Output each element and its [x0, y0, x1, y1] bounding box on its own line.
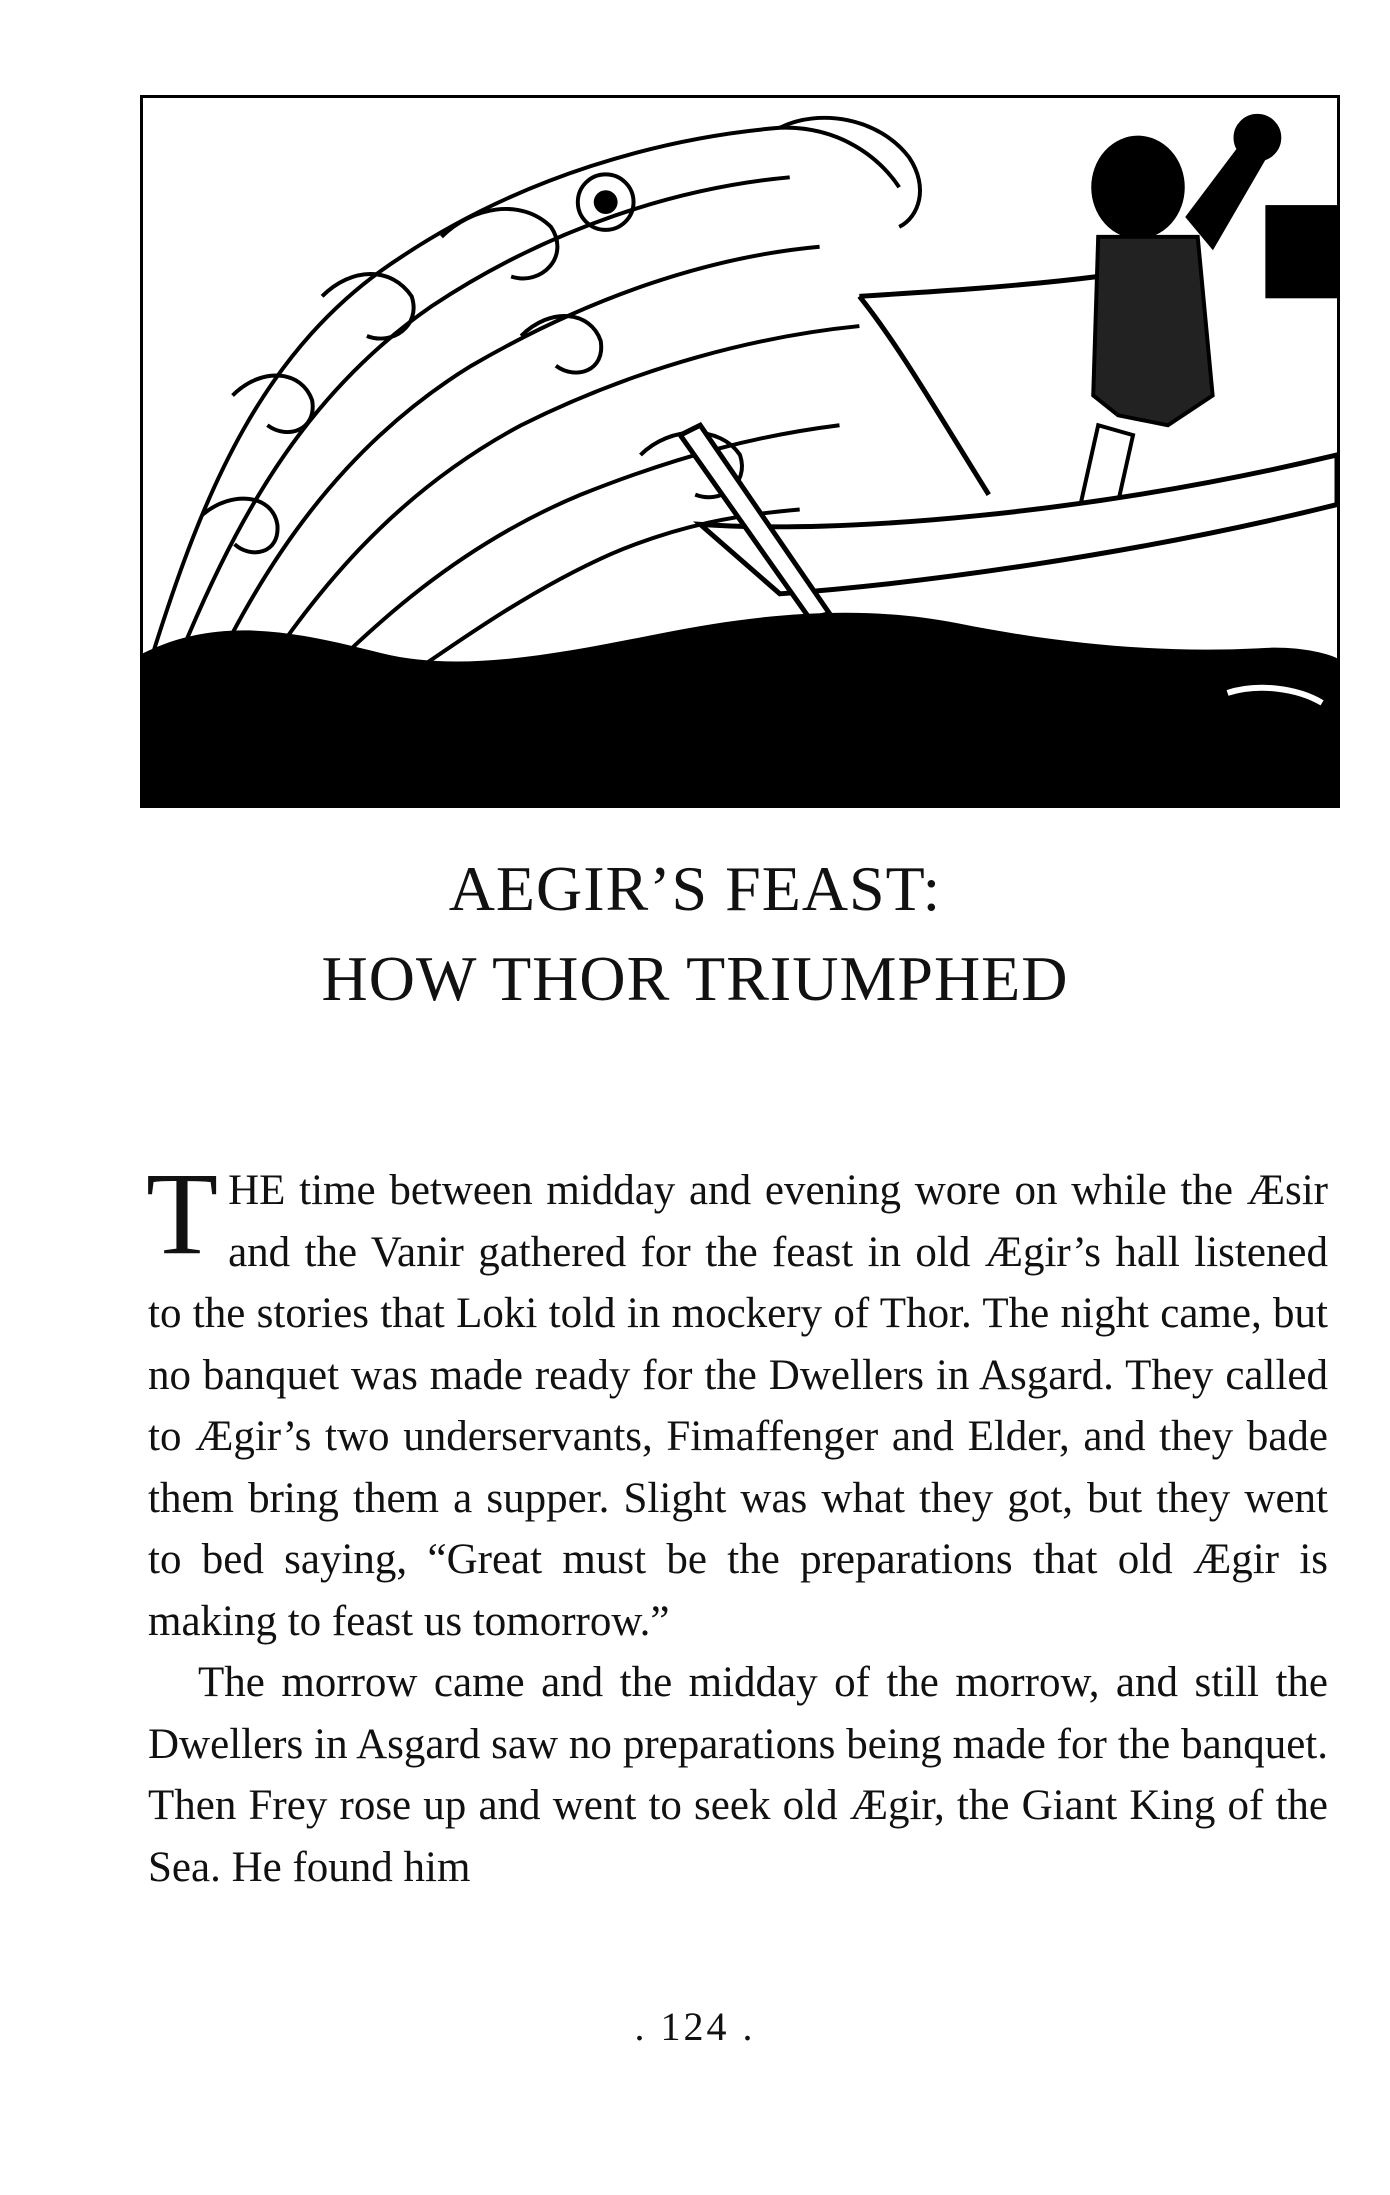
- sea-serpent-illustration: [143, 98, 1337, 805]
- chapter-title-line-2: HOW THOR TRIUMPHED: [321, 943, 1069, 1014]
- body-text: [146, 1148, 1328, 1898]
- paragraph-1-text: HE time between midday and evening wore on while the Æsir and the Vanir gathered for the feast in old Ægir’s hall listened to the stories that Loki told in mockery of Thor. The night came, but no banquet was made ready for the Dwellers in Asgard. They called to Ægir’s two underservants, Fimaffenger and Elder, and they bade them bring them a supper. Slight was what they got, but they went to bed saying, “Great must be the preparations that old Ægir is making to feast us tomorrow.”: [148, 1167, 1328, 1645]
- paragraph-1: [146, 1148, 1328, 1652]
- paragraph-2: The morrow came and the midday of the morrow, and still the Dwellers in Asgard saw no preparations being made for the banquet. Then Frey rose up and went to seek old Ægir, the Giant King of the Sea. He found him: [148, 1659, 1328, 1891]
- chapter-title-line-1: AEGIR’S FEAST:: [448, 853, 942, 924]
- header-illustration: [140, 95, 1340, 808]
- page-number: . 124 .: [634, 2004, 756, 2049]
- drop-cap: T: [146, 1148, 219, 1279]
